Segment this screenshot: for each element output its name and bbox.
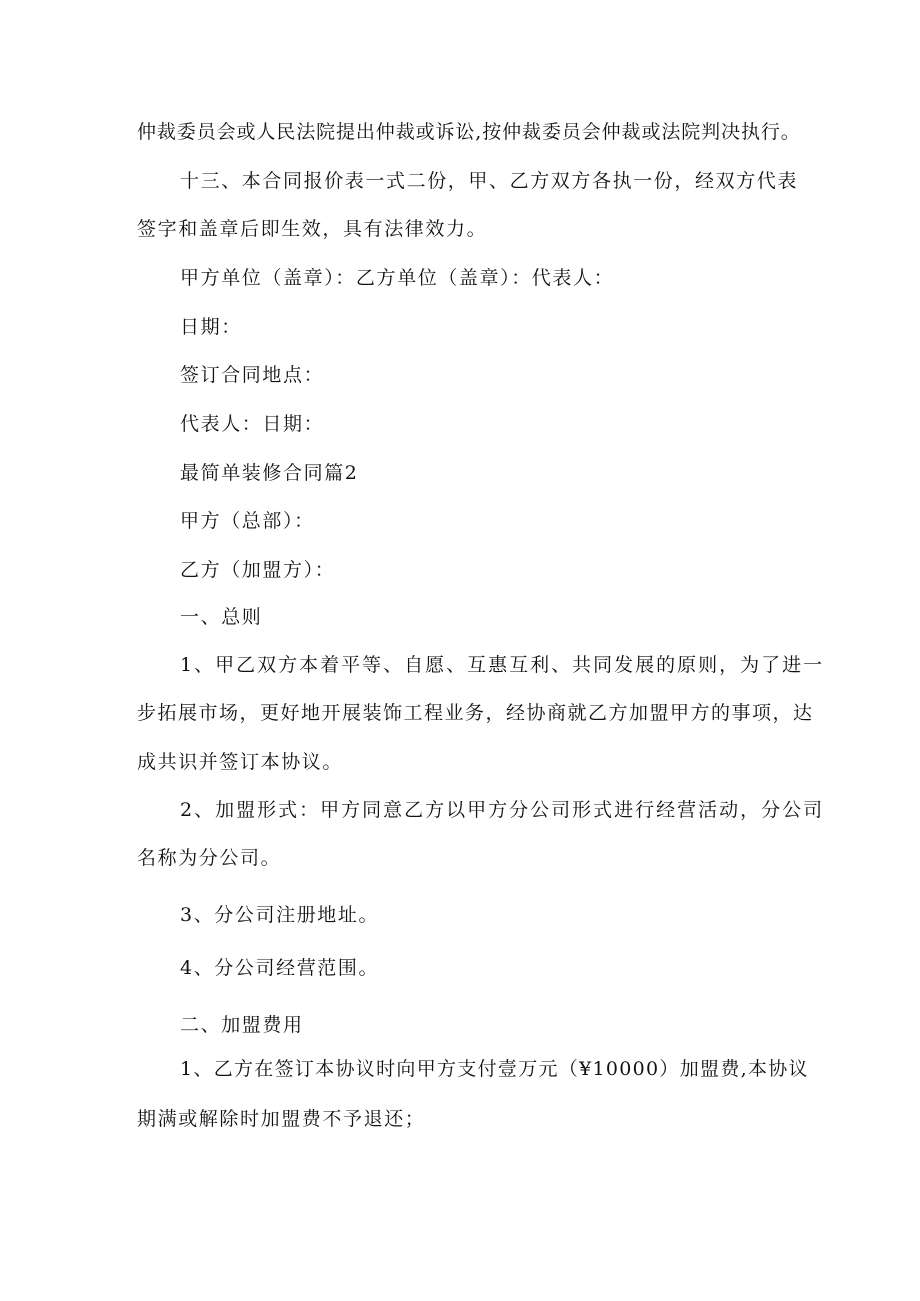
text-line: 1、乙方在签订本协议时向甲方支付壹万元（¥10000）加盟费,本协议 [180, 1058, 809, 1080]
heading-fees: 二、加盟费用 [180, 1014, 304, 1036]
signature-parties-line: 甲方单位（盖章）：乙方单位（盖章）：代表人： [180, 267, 615, 289]
signing-location-line: 签订合同地点： [180, 364, 325, 386]
text-line: 名称为分公司。 [137, 847, 282, 869]
clause-13-line: 十三、本合同报价表一式二份，甲、乙方双方各执一份，经双方代表 [180, 170, 799, 192]
text-line: 期满或解除时加盟费不予退还； [137, 1108, 426, 1130]
party-b-line: 乙方（加盟方）： [180, 559, 336, 581]
representative-date-line: 代表人：日期： [180, 413, 325, 435]
heading-general: 一、总则 [180, 606, 263, 628]
text-line: 签字和盖章后即生效，具有法律效力。 [137, 218, 488, 240]
text-line: 仲裁委员会或人民法院提出仲裁或诉讼,按仲裁委员会仲裁或法院判决执行。 [137, 121, 801, 143]
text-line: 成共识并签订本协议。 [137, 751, 344, 773]
party-a-line: 甲方（总部）： [180, 510, 315, 532]
text-line: 步拓展市场，更好地开展装饰工程业务，经协商就乙方加盟甲方的事项，达 [137, 702, 814, 724]
date-line: 日期： [180, 316, 242, 338]
text-line: 1、甲乙双方本着平等、自愿、互惠互利、共同发展的原则，为了进一 [180, 654, 825, 676]
text-line: 4、分公司经营范围。 [180, 957, 380, 979]
text-line: 2、加盟形式：甲方同意乙方以甲方分公司形式进行经营活动，分公司 [180, 799, 825, 821]
section-title: 最简单装修合同篇2 [180, 462, 359, 484]
text-line: 3、分公司注册地址。 [180, 904, 380, 926]
